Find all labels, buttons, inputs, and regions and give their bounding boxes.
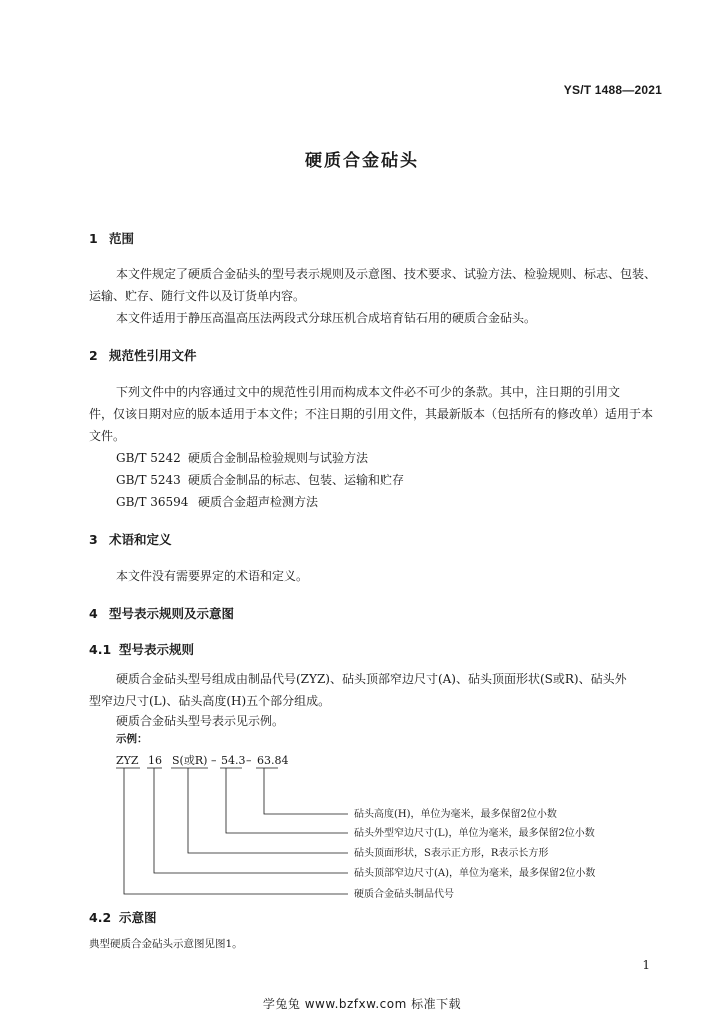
section-title: 示意图	[119, 910, 157, 925]
code-part-outer-width: 54.3	[221, 754, 246, 767]
reference-title: 硬质合金超声检测方法	[198, 495, 319, 509]
code-part-top-width: 16	[148, 754, 162, 767]
reference-item	[116, 449, 368, 466]
section-title: 术语和定义	[109, 532, 172, 547]
section-4-2-heading	[89, 908, 157, 926]
reference-code: GB/T 5243	[116, 473, 181, 487]
paragraph-line: 硬质合金砧头型号表示见示例。	[116, 714, 285, 728]
paragraph-line: 硬质合金砧头型号组成由制品代号(ZYZ)、砧头顶部窄边尺寸(A)、砧头顶面形状(S或R)、砧头外	[116, 672, 627, 686]
section-number: 3	[89, 532, 98, 547]
page-number: 1	[642, 958, 650, 972]
code-part-product: ZYZ	[116, 754, 139, 767]
section-title: 型号表示规则及示意图	[109, 606, 235, 621]
reference-item	[116, 471, 404, 488]
watermark-footer: 学兔兔 www.bzfxw.com 标准下载	[262, 997, 462, 1011]
callout-outer-width: 砧头外型窄边尺寸(L)，单位为毫米，最多保留2位小数	[354, 828, 595, 839]
paragraph-line: 运输、贮存、随行文件以及订货单内容。	[89, 289, 306, 303]
section-number: 4	[89, 606, 98, 621]
callout-shape: 砧头顶面形状，S表示正方形，R表示长方形	[354, 848, 549, 859]
paragraph-line: 下列文件中的内容通过文中的规范性引用而构成本文件必不可少的条款。其中，注日期的引用文	[116, 385, 621, 399]
section-3-heading	[89, 530, 172, 548]
code-part-shape: S(或R)	[172, 754, 208, 767]
callout-top-width: 砧头顶部窄边尺寸(A)，单位为毫米，最多保留2位小数	[354, 868, 596, 879]
section-number: 4.2	[89, 910, 112, 925]
callout-height: 砧头高度(H)，单位为毫米，最多保留2位小数	[354, 809, 557, 820]
paragraph-line: 本文件适用于静压高温高压法两段式分球压机合成培育钻石用的硬质合金砧头。	[116, 311, 537, 325]
code-part-dash: –	[211, 754, 217, 767]
code-part-height: 63.84	[257, 754, 289, 767]
reference-title: 硬质合金制品检验规则与试验方法	[188, 451, 369, 465]
reference-title: 硬质合金制品的标志、包装、运输和贮存	[188, 473, 405, 487]
paragraph-line: 本文件规定了硬质合金砧头的型号表示规则及示意图、技术要求、试验方法、检验规则、标志、包装、	[116, 267, 657, 281]
paragraph-line: 文件。	[89, 429, 126, 443]
leader-line	[124, 768, 348, 894]
leader-line	[188, 768, 348, 853]
section-number: 2	[89, 348, 98, 363]
example-label: 示例：	[116, 733, 148, 745]
paragraph-line: 件，仅该日期对应的版本适用于本文件；不注日期的引用文件，其最新版本（包括所有的修改单）适用于本	[89, 407, 654, 421]
callout-product-code: 硬质合金砧头制品代号	[354, 889, 454, 900]
section-1-heading	[89, 229, 134, 247]
model-code-diagram	[116, 752, 656, 912]
paragraph-line: 典型硬质合金砧头示意图见图1。	[89, 938, 243, 950]
section-4-1-heading	[89, 640, 194, 658]
section-number: 4.1	[89, 642, 112, 657]
section-title: 型号表示规则	[119, 642, 195, 657]
reference-code: GB/T 36594	[116, 495, 189, 509]
section-title: 规范性引用文件	[109, 348, 197, 363]
leader-line	[226, 768, 348, 833]
section-2-heading	[89, 346, 197, 364]
reference-item	[116, 493, 318, 510]
leader-line	[154, 768, 348, 873]
leader-line	[264, 768, 348, 814]
section-title: 范围	[109, 231, 135, 246]
section-4-heading	[89, 604, 234, 622]
paragraph-line: 本文件没有需要界定的术语和定义。	[116, 569, 309, 583]
reference-code: GB/T 5242	[116, 451, 181, 465]
paragraph-line: 型窄边尺寸(L)、砧头高度(H)五个部分组成。	[89, 694, 331, 708]
code-part-dash: –	[246, 754, 252, 767]
section-number: 1	[89, 231, 98, 246]
page-title: 硬质合金砧头	[305, 151, 419, 171]
standard-number: YS/T 1488—2021	[563, 83, 662, 97]
